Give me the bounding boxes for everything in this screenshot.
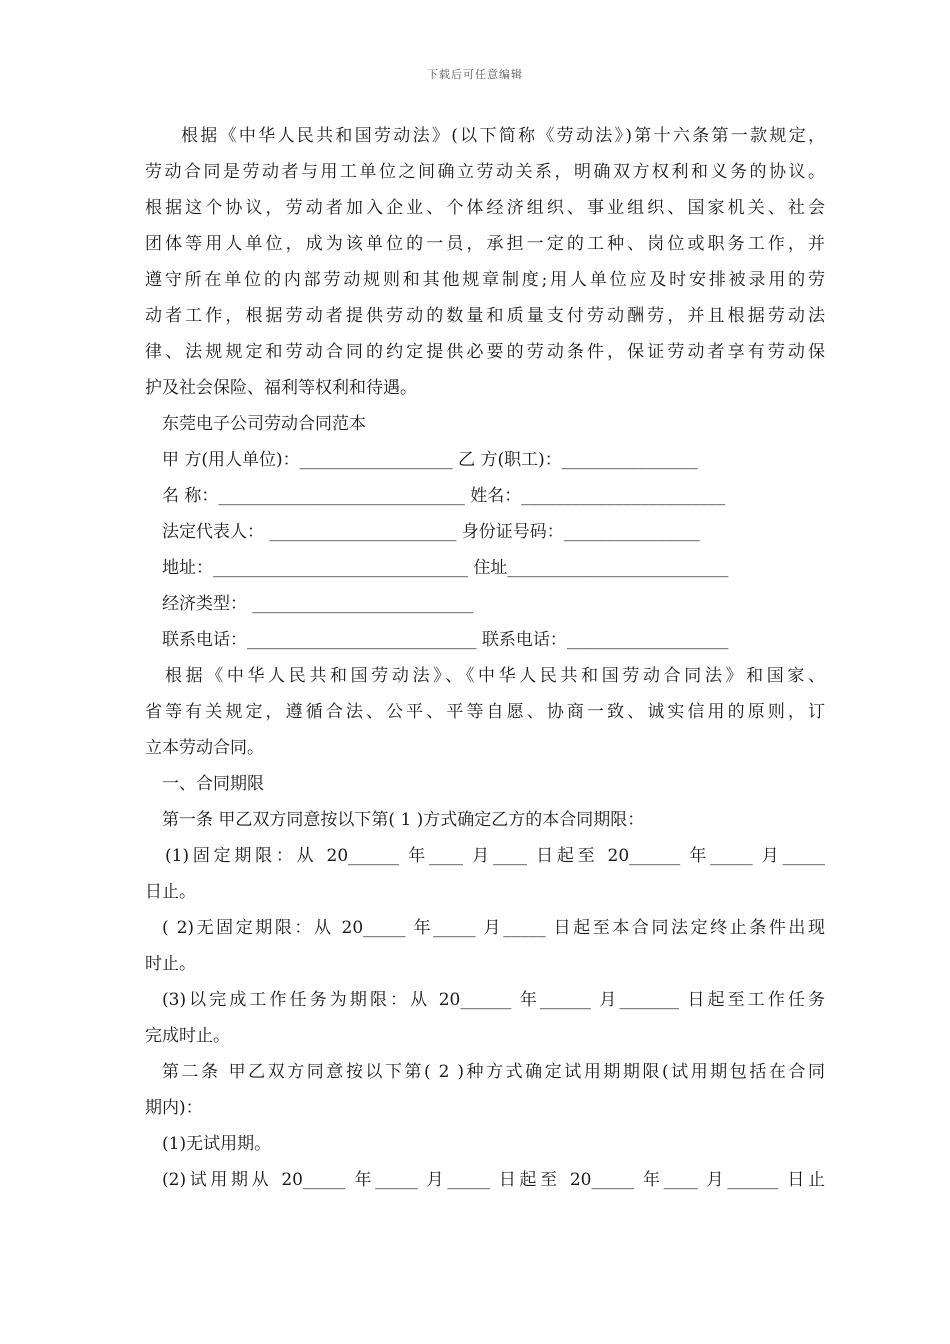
paragraph-line: 根据《中华人民共和国劳动法》、《中华人民共和国劳动合同法》和国家、 bbox=[165, 666, 825, 686]
article-line: (3)以完成工作任务为期限：从 20______ 年______ 月_______ 日起至工作任务 bbox=[162, 990, 825, 1010]
paragraph-line: 遵守所在单位的内部劳动规则和其他规章制度;用人单位应及时安排被录用的劳 bbox=[145, 270, 825, 290]
form-line-representative: 法定代表人： ______________________ 身份证号码：________________ bbox=[162, 522, 700, 542]
article-line: 期内)： bbox=[145, 1098, 203, 1118]
article-line: (1)固定期限：从 20______ 年____ 月____ 日起至 20______ 年_____ 月_____ bbox=[165, 846, 825, 866]
header-note: 下载后可任意编辑 bbox=[427, 68, 523, 81]
paragraph-line: 律、法规规定和劳动合同的约定提供必要的劳动条件，保证劳动者享有劳动保 bbox=[145, 342, 825, 362]
paragraph-line: 立本劳动合同。 bbox=[145, 738, 264, 758]
paragraph-line: 根据《中华人民共和国劳动法》(以下简称《劳动法》)第十六条第一款规定， bbox=[181, 126, 825, 146]
article-line: 完成时止。 bbox=[145, 1026, 230, 1046]
form-line-name: 名 称：_____________________________ 姓名：________________________ bbox=[162, 486, 726, 506]
form-line-party-a: 甲 方(用人单位)：__________________ 乙 方(职工)：________________ bbox=[162, 450, 698, 470]
form-line-phone: 联系电话：___________________________ 联系电话：___________________ bbox=[162, 630, 729, 650]
paragraph-line: 根据这个协议，劳动者加入企业、个体经济组织、事业组织、国家机关、社会 bbox=[145, 198, 825, 218]
article-line: 第二条 甲乙双方同意按以下第( 2 )种方式确定试用期期限(试用期包括在合同 bbox=[162, 1062, 825, 1082]
section-heading: 一、合同期限 bbox=[162, 774, 264, 794]
paragraph-line: 省等有关规定，遵循合法、公平、平等自愿、协商一致、诚实信用的原则，订 bbox=[145, 702, 825, 722]
article-line: 时止。 bbox=[145, 954, 196, 974]
article-line: 日止。 bbox=[145, 882, 196, 902]
form-line-address: 地址：______________________________ 住址__________________________ bbox=[162, 558, 729, 578]
article-line: (2)试用期从 20_____ 年_____ 月_____ 日起至 20_____ 年____ 月______ 日止 bbox=[162, 1170, 825, 1190]
contract-title: 东莞电子公司劳动合同范本 bbox=[162, 414, 366, 434]
article-line: ( 2)无固定期限：从 20_____ 年_____ 月_____ 日起至本合同法定终止条件出现 bbox=[162, 918, 825, 938]
paragraph-line: 劳动合同是劳动者与用工单位之间确立劳动关系，明确双方权利和义务的协议。 bbox=[145, 162, 825, 182]
paragraph-line: 团体等用人单位，成为该单位的一员，承担一定的工种、岗位或职务工作，并 bbox=[145, 234, 825, 254]
form-line-economic-type: 经济类型： __________________________ bbox=[162, 594, 474, 614]
article-line: (1)无试用期。 bbox=[162, 1134, 272, 1154]
paragraph-line: 动者工作，根据劳动者提供劳动的数量和质量支付劳动酬劳，并且根据劳动法 bbox=[145, 306, 825, 326]
paragraph-line: 护及社会保险、福利等权利和待遇。 bbox=[145, 378, 417, 398]
article-line: 第一条 甲乙双方同意按以下第( 1 )方式确定乙方的本合同期限： bbox=[162, 810, 645, 830]
